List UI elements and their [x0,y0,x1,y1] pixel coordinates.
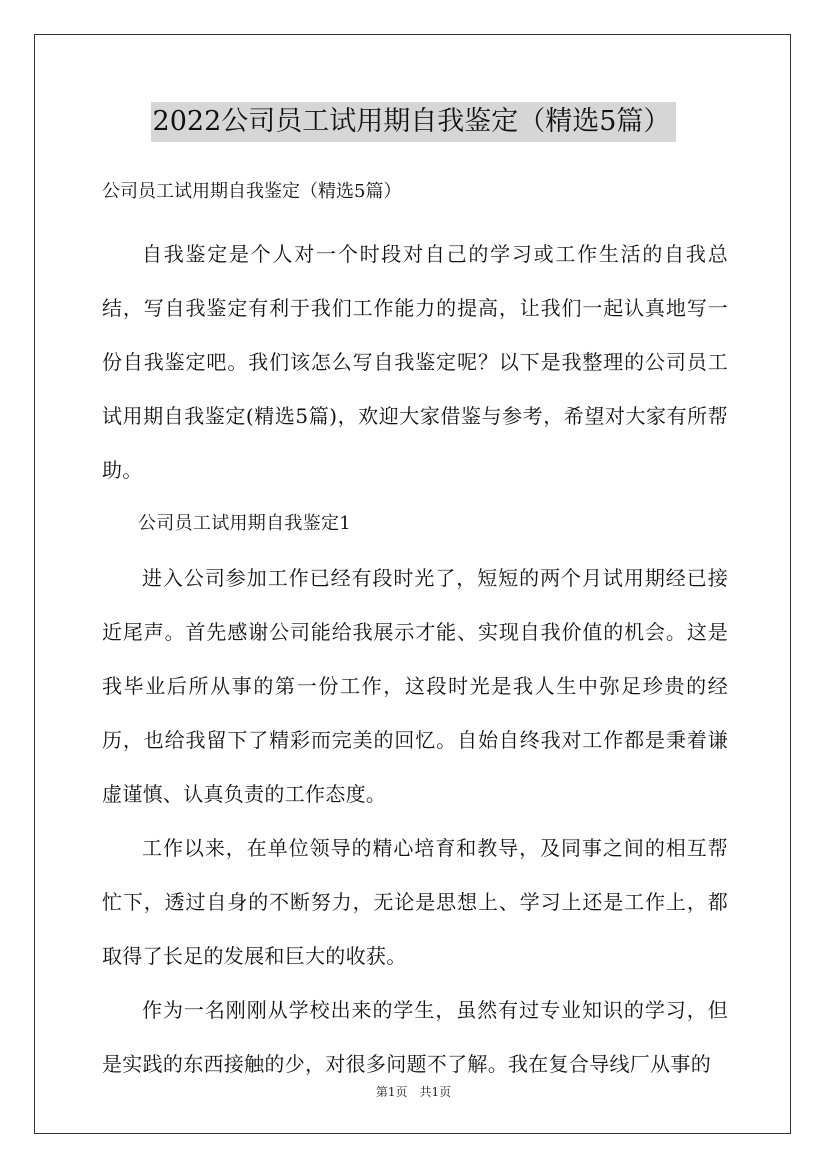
paragraph-intro: 自我鉴定是个人对一个时段对自己的学习或工作生活的自我总结，写自我鉴定有利于我们工作能力的提高，让我们一起认真地写一份自我鉴定吧。我们该怎么写自我鉴定呢？以下是我整理的公司员工试用期自我鉴定(精选5篇)，欢迎大家借鉴与参考，希望对大家有所帮助。 [102,242,728,482]
paragraph: 进入公司参加工作已经有段时光了，短短的两个月试用期经已接近尾声。首先感谢公司能给我展示才能、实现自我价值的机会。这是我毕业后所从事的第一份工作，这段时光是我人生中弥足珍贵的经历，也给我留下了精彩而完美的回忆。自始自终我对工作都是秉着谦虚谨慎、认真负责的工作态度。 [102,566,728,806]
document-title [0,100,827,142]
document-title-text: 2022公司员工试用期自我鉴定（精选5篇） [151,102,677,142]
section-heading: 公司员工试用期自我鉴定1 [138,513,352,534]
paragraph: 工作以来，在单位领导的精心培育和教导，及同事之间的相互帮忙下，透过自身的不断努力，无论是思想上、学习上还是工作上，都取得了长足的发展和巨大的收获。 [102,836,728,968]
document-subtitle: 公司员工试用期自我鉴定（精选5篇） [102,181,402,202]
paragraph: 作为一名刚刚从学校出来的学生，虽然有过专业知识的学习，但是实践的东西接触的少，对很多问题不了解。我在复合导线厂从事的 [102,998,728,1076]
page-footer: 第1页 共1页 [375,1085,452,1099]
document-body [102,172,728,1091]
